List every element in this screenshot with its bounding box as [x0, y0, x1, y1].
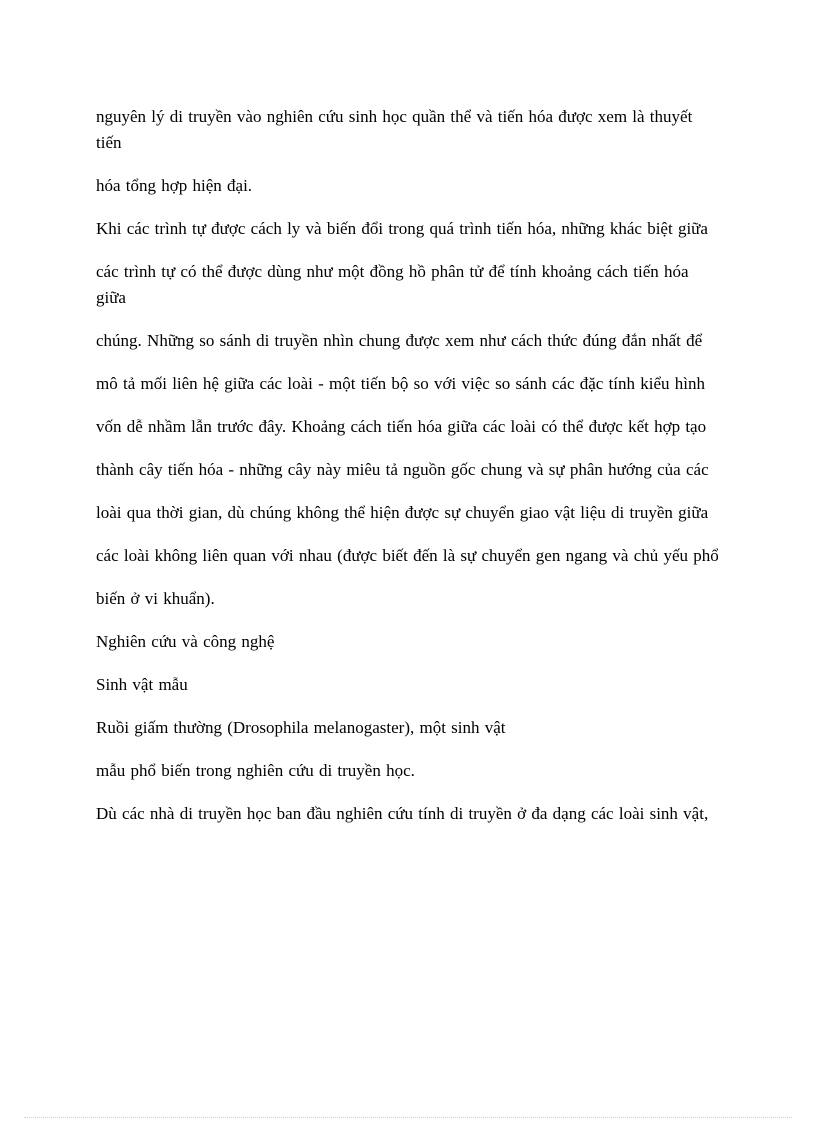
paragraph-1: nguyên lý di truyền vào nghiên cứu sinh học quần thể và tiến hóa được xem là thuyết tiến: [96, 107, 693, 152]
page-bottom-divider: [24, 1117, 792, 1118]
document-body: [96, 104, 720, 844]
paragraph-8: thành cây tiến hóa - những cây này miêu tả nguồn gốc chung và sự phân hướng của các: [96, 460, 709, 479]
paragraph-11: biến ở vi khuẩn).: [96, 589, 215, 608]
subsection-heading-model-organisms: Sinh vật mẫu: [96, 675, 188, 694]
figure-caption-line-1: Ruồi giấm thường (Drosophila melanogaster), một sinh vật: [96, 718, 506, 737]
paragraph-5: chúng. Những so sánh di truyền nhìn chung được xem như cách thức đúng đắn nhất để: [96, 331, 703, 350]
figure-caption-line-2: mẫu phổ biến trong nghiên cứu di truyền học.: [96, 761, 415, 780]
paragraph-7: vốn dễ nhầm lẫn trước đây. Khoảng cách tiến hóa giữa các loài có thể được kết hợp tạo: [96, 417, 707, 436]
paragraph-3: Khi các trình tự được cách ly và biến đổi trong quá trình tiến hóa, những khác biệt giữa: [96, 219, 708, 238]
paragraph-4: các trình tự có thể được dùng như một đồng hồ phân tử để tính khoảng cách tiến hóa giữa: [96, 262, 689, 307]
paragraph-16: Dù các nhà di truyền học ban đầu nghiên cứu tính di truyền ở đa dạng các loài sinh vật,: [96, 804, 709, 823]
paragraph-9: loài qua thời gian, dù chúng không thể hiện được sự chuyển giao vật liệu di truyền giữa: [96, 503, 709, 522]
section-heading-research: Nghiên cứu và công nghệ: [96, 632, 275, 651]
paragraph-6: mô tả mối liên hệ giữa các loài - một tiến bộ so với việc so sánh các đặc tính kiểu hình: [96, 374, 706, 393]
paragraph-2: hóa tổng hợp hiện đại.: [96, 176, 253, 195]
paragraph-10: các loài không liên quan với nhau (được biết đến là sự chuyển gen ngang và chủ yếu phổ: [96, 546, 719, 565]
